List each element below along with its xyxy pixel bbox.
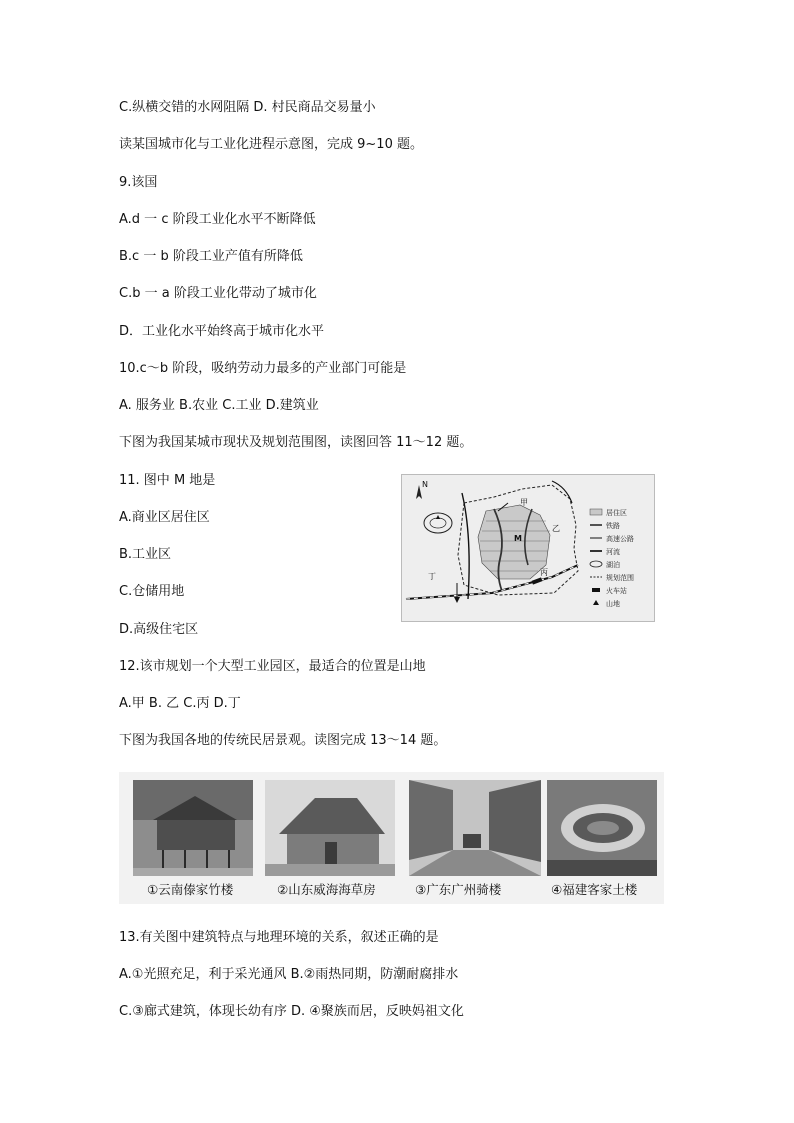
- svg-text:火车站: 火车站: [606, 587, 627, 595]
- label-bing: 丙: [540, 568, 548, 577]
- svg-text:高速公路: 高速公路: [606, 535, 634, 543]
- railway-station: [532, 577, 543, 584]
- question-9-option-a: A.d 一 c 阶段工业化水平不断降低: [119, 212, 316, 227]
- label-jia: 甲: [520, 498, 528, 507]
- question-9-option-b: B.c 一 b 阶段工业产值有所降低: [119, 249, 303, 264]
- question-10: 10.c～b 阶段，吸纳劳动力最多的产业部门可能是: [119, 361, 407, 376]
- label-m: M: [514, 534, 522, 543]
- map-legend: [590, 508, 634, 608]
- photo-seaweed-house: [265, 780, 395, 876]
- photo-dai-bamboo-house: [133, 780, 253, 876]
- north-label: N: [422, 480, 428, 489]
- instruction-9-10: 读某国城市化与工业化进程示意图，完成 9~10 题。: [119, 137, 423, 152]
- question-13-options-cd: C.③廊式建筑，体现长幼有序 D. ④聚族而居，反映妈祖文化: [119, 1004, 464, 1019]
- instruction-11-12: 下图为我国某城市现状及规划范围图，读图回答 11～12 题。: [119, 435, 473, 450]
- option-line-c-d: C.纵横交错的水网阻隔 D. 村民商品交易量小: [119, 100, 376, 115]
- caption-2: ②山东威海海草房: [277, 882, 376, 897]
- question-9: 9.该国: [119, 175, 158, 190]
- svg-text:铁路: 铁路: [606, 522, 620, 530]
- svg-text:河流: 河流: [606, 548, 620, 556]
- question-9-option-c: C.b 一 a 阶段工业化带动了城市化: [119, 286, 317, 301]
- question-9-option-d: D．工业化水平始终高于城市化水平: [119, 324, 325, 339]
- city-planning-map: [401, 474, 655, 622]
- question-12-options: A.甲 B. 乙 C.丙 D.丁: [119, 696, 241, 711]
- svg-text:居住区: 居住区: [606, 509, 627, 517]
- question-13-options-ab: A.①光照充足，利于采光通风 B.②雨热同期，防潮耐腐排水: [119, 967, 459, 982]
- question-11-option-b: B.工业区: [119, 547, 172, 562]
- label-yi: 乙: [552, 524, 560, 533]
- question-10-options: A. 服务业 B.农业 C.工业 D.建筑业: [119, 398, 319, 413]
- dwellings-photo-strip: [119, 772, 664, 904]
- question-11: 11. 图中 M 地是: [119, 473, 216, 488]
- svg-text:山地: 山地: [606, 600, 620, 608]
- instruction-13-14: 下图为我国各地的传统民居景观。读图完成 13～14 题。: [119, 733, 447, 748]
- question-11-option-d: D.高级住宅区: [119, 622, 199, 637]
- question-13: 13.有关图中建筑特点与地理环境的关系，叙述正确的是: [119, 930, 439, 945]
- svg-text:湖泊: 湖泊: [606, 561, 620, 569]
- question-11-option-a: A.商业区居住区: [119, 510, 210, 525]
- photo-tulou: [547, 780, 657, 876]
- caption-4: ④福建客家土楼: [551, 882, 638, 897]
- question-11-option-c: C.仓储用地: [119, 584, 185, 599]
- question-12: 12.该市规划一个大型工业园区，最适合的位置是山地: [119, 659, 426, 674]
- label-ding: 丁: [428, 572, 436, 581]
- svg-text:规划范围: 规划范围: [606, 574, 634, 582]
- caption-1: ①云南傣家竹楼: [147, 882, 234, 897]
- mountain-marker: [436, 515, 440, 519]
- caption-3: ③广东广州骑楼: [415, 882, 502, 897]
- photo-arcade-building: [409, 780, 541, 876]
